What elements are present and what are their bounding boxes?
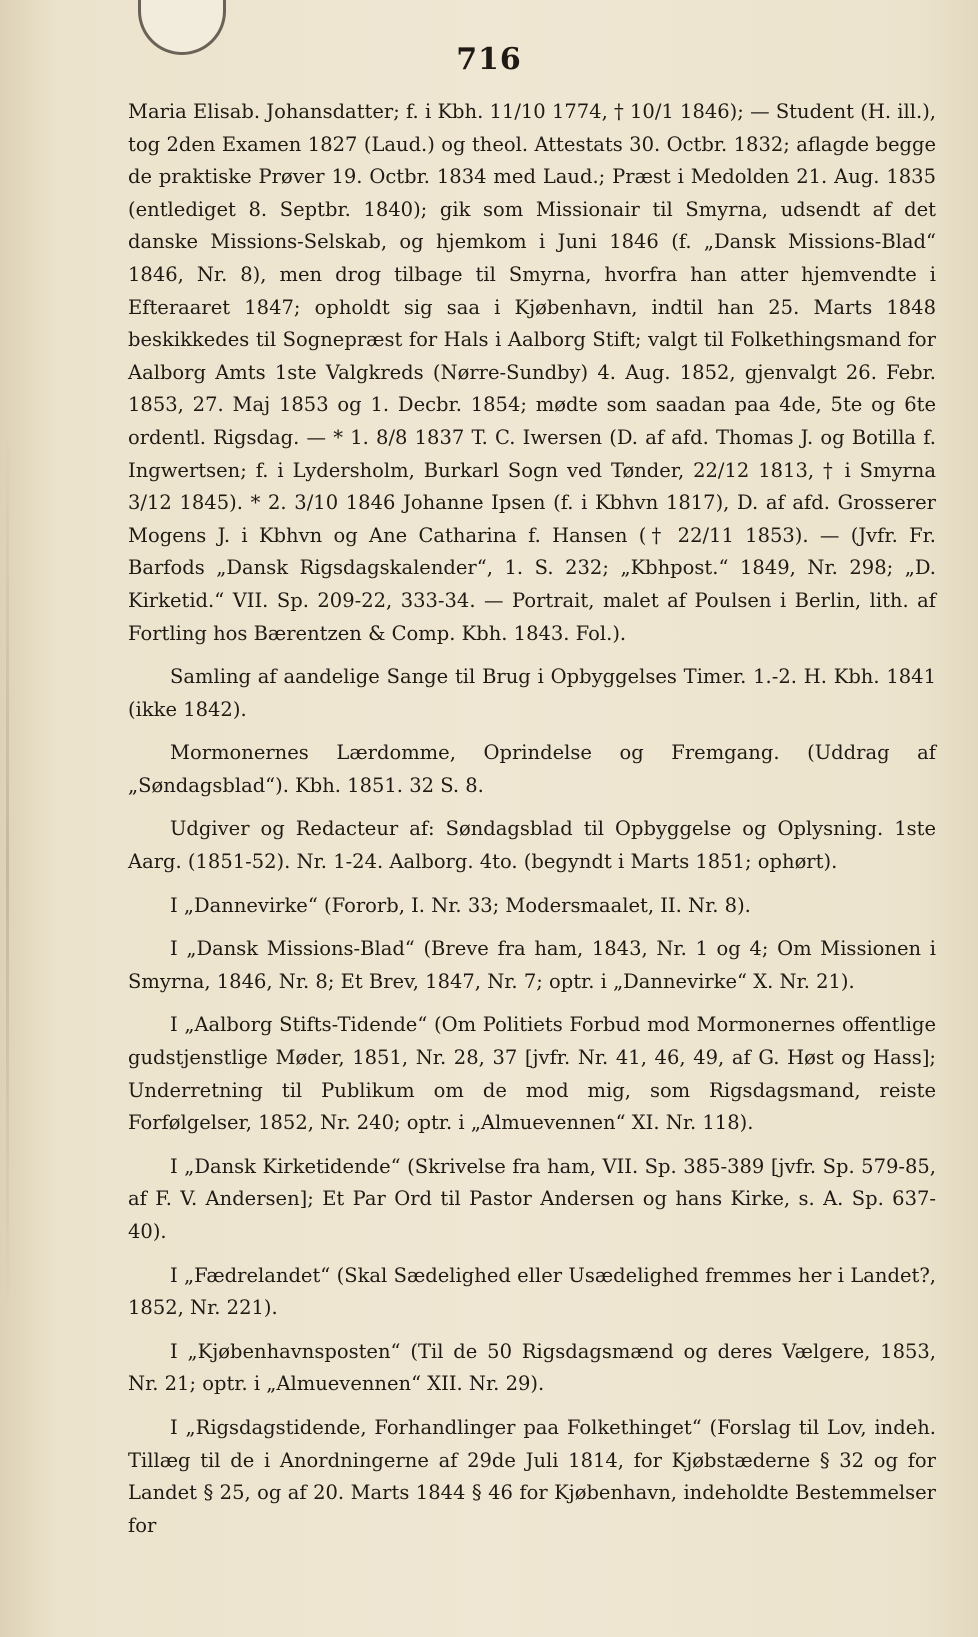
page-number: 716 bbox=[456, 42, 522, 77]
bibliography-entry: Mormonernes Lærdomme, Oprindelse og Fremgang. (Uddrag af „Søndagsblad“). Kbh. 1851. 32 S. 8. bbox=[128, 741, 936, 797]
bibliography-entry: I „Aalborg Stifts-Tidende“ (Om Politiets Forbud mod Mormonernes offentlige gudstjenstlige Møder, 1851, Nr. 28, 37 [jvfr. Nr. 41, 46, 49, af G. Høst og Hass]; Underretning til Publikum om de mod mig, som Rigsdagsmand, reiste Forfølgelser, 1852, Nr. 240; optr. i „Almuevennen“ XI. Nr. 118). bbox=[128, 1013, 936, 1135]
page-edge-shadow bbox=[6, 420, 9, 1320]
biography-paragraph: Maria Elisab. Johansdatter; f. i Kbh. 11/10 1774, † 10/1 1846); — Student (H. ill.), tog 2den Examen 1827 (Laud.) og theol. Attestats 30. Octbr. 1832; aflagde begge de praktiske Prøver 19. Octbr. 1834 med Laud.; Præst i Medolden 21. Aug. 1835 (entlediget 8. Septbr. 1840); gik som Missionair til Smyrna, udsendt af det danske Missions-Selskab, og hjemkom i Juni 1846 (f. „Dansk Missions-Blad“ 1846, Nr. 8), men drog tilbage til Smyrna, hvorfra han atter hjemvendte i Efteraaret 1847; opholdt sig saa i Kjøbenhavn, indtil han 25. Marts 1848 beskikkedes til Sognepræst for Hals i Aalborg Stift; valgt til Folkethingsmand for Aalborg Amts 1ste Valgkreds (Nørre-Sundby) 4. Aug. 1852, gjenvalgt 26. Febr. 1853, 27. Maj 1853 og 1. Decbr. 1854; mødte som saadan paa 4de, 5te og 6te ordentl. Rigsdag. — * 1. 8/8 1837 T. C. Iwersen (D. af afd. Thomas J. og Botilla f. Ingwertsen; f. i Lydersholm, Burkarl Sogn ved Tønder, 22/12 1813, † i Smyrna 3/12 1845). * 2. 3/10 1846 Johanne Ipsen (f. i Kbhvn 1817), D. af afd. Grosserer Mogens J. i Kbhvn og Ane Catharina f. Hansen († 22/11 1853). — (Jvfr. Fr. Barfods „Dansk Rigsdagskalender“, 1. S. 232; „Kbhpost.“ 1849, Nr. 298; „D. Kirketid.“ VII. Sp. 209-22, 333-34. — Portrait, malet af Poulsen i Berlin, lith. af Fortling hos Bærentzen & Comp. Kbh. 1843. Fol.). bbox=[128, 100, 936, 645]
bibliography-entry: Samling af aandelige Sange til Brug i Opbyggelses Timer. 1.-2. H. Kbh. 1841 (ikke 1842). bbox=[128, 665, 936, 721]
page-body bbox=[128, 96, 936, 1542]
bibliography-entry: I „Kjøbenhavnsposten“ (Til de 50 Rigsdagsmænd og deres Vælgere, 1853, Nr. 21; optr. i „Almuevennen“ XII. Nr. 29). bbox=[128, 1339, 936, 1396]
bibliography-entry: I „Fædrelandet“ (Skal Sædelighed eller Usædelighed fremmes her i Landet?, 1852, Nr. 221). bbox=[128, 1263, 936, 1320]
bibliography-entry: I „Dansk Missions-Blad“ (Breve fra ham, 1843, Nr. 1 og 4; Om Missionen i Smyrna, 1846, Nr. 8; Et Brev, 1847, Nr. 7; optr. i „Dannevirke“ X. Nr. 21). bbox=[128, 937, 936, 993]
bibliography-entry: Udgiver og Redacteur af: Søndagsblad til Opbyggelse og Oplysning. 1ste Aarg. (1851-52). Nr. 1-24. Aalborg. 4to. (begyndt i Marts 1851; ophørt). bbox=[128, 817, 936, 874]
bibliography-entry: I „Dannevirke“ (Fororb, I. Nr. 33; Modersmaalet, II. Nr. 8). bbox=[170, 893, 751, 917]
bibliography-entry: I „Rigsdagstidende, Forhandlinger paa Folkethinget“ (Forslag til Lov, indeh. Tillæg til de i Anordningerne af 29de Juli 1814, for Kjøbstæderne § 32 og for Landet § 25, og af 20. Marts 1844 § 46 for Kjøbenhavn, indeholdte Bestemmelser for bbox=[128, 1415, 936, 1537]
bibliography-entry: I „Dansk Kirketidende“ (Skrivelse fra ham, VII. Sp. 385-389 [jvfr. Sp. 579-85, af F. V. Andersen]; Et Par Ord til Pastor Andersen og hans Kirke, s. A. Sp. 637-40). bbox=[128, 1154, 936, 1243]
